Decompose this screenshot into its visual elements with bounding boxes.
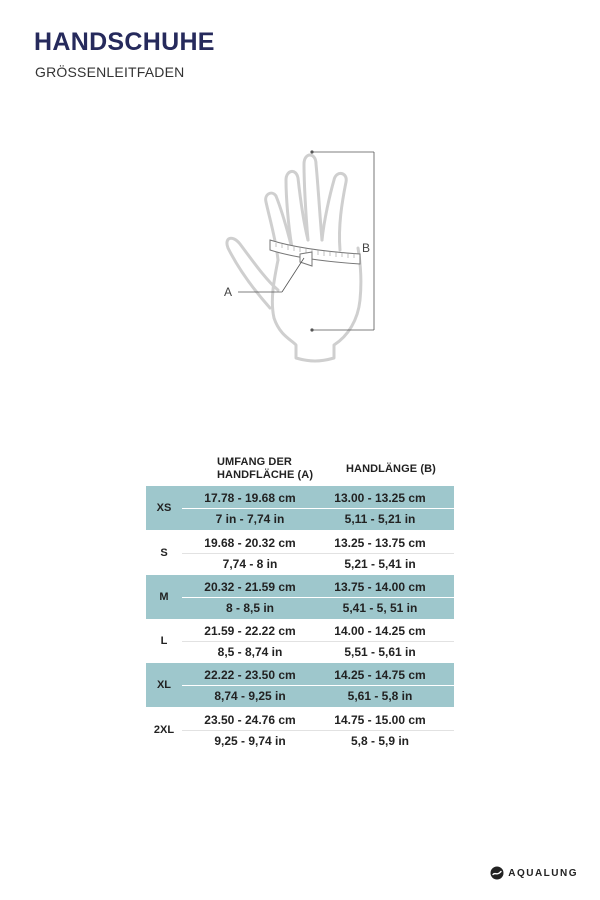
size-label: XS bbox=[156, 502, 172, 514]
table-row bbox=[146, 619, 454, 663]
size-label: L bbox=[160, 635, 168, 647]
palm-in: 7 in - 7,74 in bbox=[215, 512, 285, 526]
length-in: 5,61 - 5,8 in bbox=[347, 689, 413, 703]
row-divider bbox=[182, 641, 454, 642]
length-in: 5,21 - 5,41 in bbox=[344, 557, 416, 571]
palm-in: 7,74 - 8 in bbox=[222, 557, 278, 571]
aqualung-logo-icon bbox=[490, 866, 504, 880]
palm-in: 8,5 - 8,74 in bbox=[217, 645, 283, 659]
table-row bbox=[146, 663, 454, 707]
palm-cm: 21.59 - 22.22 cm bbox=[204, 624, 296, 638]
palm-in: 9,25 - 9,74 in bbox=[214, 734, 286, 748]
palm-cm: 17.78 - 19.68 cm bbox=[204, 491, 296, 505]
length-in: 5,51 - 5,61 in bbox=[344, 645, 416, 659]
length-in: 5,41 - 5, 51 in bbox=[342, 601, 418, 615]
size-label: M bbox=[159, 591, 169, 603]
row-divider bbox=[182, 508, 454, 509]
palm-in: 8 - 8,5 in bbox=[225, 601, 275, 615]
size-label: XL bbox=[156, 679, 172, 691]
palm-cm: 22.22 - 23.50 cm bbox=[204, 668, 296, 682]
length-cm: 13.00 - 13.25 cm bbox=[334, 491, 426, 505]
label-b: B bbox=[362, 241, 371, 255]
brand-name: AQUALUNG bbox=[508, 867, 578, 879]
length-in: 5,11 - 5,21 in bbox=[344, 512, 416, 526]
palm-cm: 19.68 - 20.32 cm bbox=[204, 536, 296, 550]
table-row bbox=[146, 708, 454, 752]
brand-logo bbox=[490, 866, 578, 880]
row-divider bbox=[182, 685, 454, 686]
length-cm: 14.00 - 14.25 cm bbox=[334, 624, 426, 638]
length-cm: 13.75 - 14.00 cm bbox=[334, 580, 426, 594]
column-header-palm-circumference: UMFANG DER HANDFLÄCHE (A) bbox=[217, 456, 314, 481]
length-in: 5,8 - 5,9 in bbox=[350, 734, 410, 748]
length-cm: 13.25 - 13.75 cm bbox=[334, 536, 426, 550]
row-divider bbox=[182, 730, 454, 731]
page-subtitle: GRÖSSENLEITFADEN bbox=[35, 64, 185, 80]
column-header-hand-length: HANDLÄNGE (B) bbox=[346, 463, 436, 475]
row-divider bbox=[182, 597, 454, 598]
table-row bbox=[146, 575, 454, 619]
row-divider bbox=[182, 553, 454, 554]
size-label: 2XL bbox=[153, 724, 175, 736]
measuring-tape bbox=[270, 240, 360, 266]
palm-cm: 20.32 - 21.59 cm bbox=[204, 580, 296, 594]
size-label: S bbox=[160, 547, 168, 559]
palm-in: 8,74 - 9,25 in bbox=[214, 689, 286, 703]
palm-cm: 23.50 - 24.76 cm bbox=[204, 713, 296, 727]
label-a: A bbox=[224, 285, 233, 299]
table-row bbox=[146, 531, 454, 575]
page-title: HANDSCHUHE bbox=[34, 28, 215, 56]
table-row bbox=[146, 486, 454, 530]
length-cm: 14.25 - 14.75 cm bbox=[334, 668, 426, 682]
hand-measurement-diagram bbox=[200, 140, 400, 370]
length-cm: 14.75 - 15.00 cm bbox=[334, 713, 426, 727]
